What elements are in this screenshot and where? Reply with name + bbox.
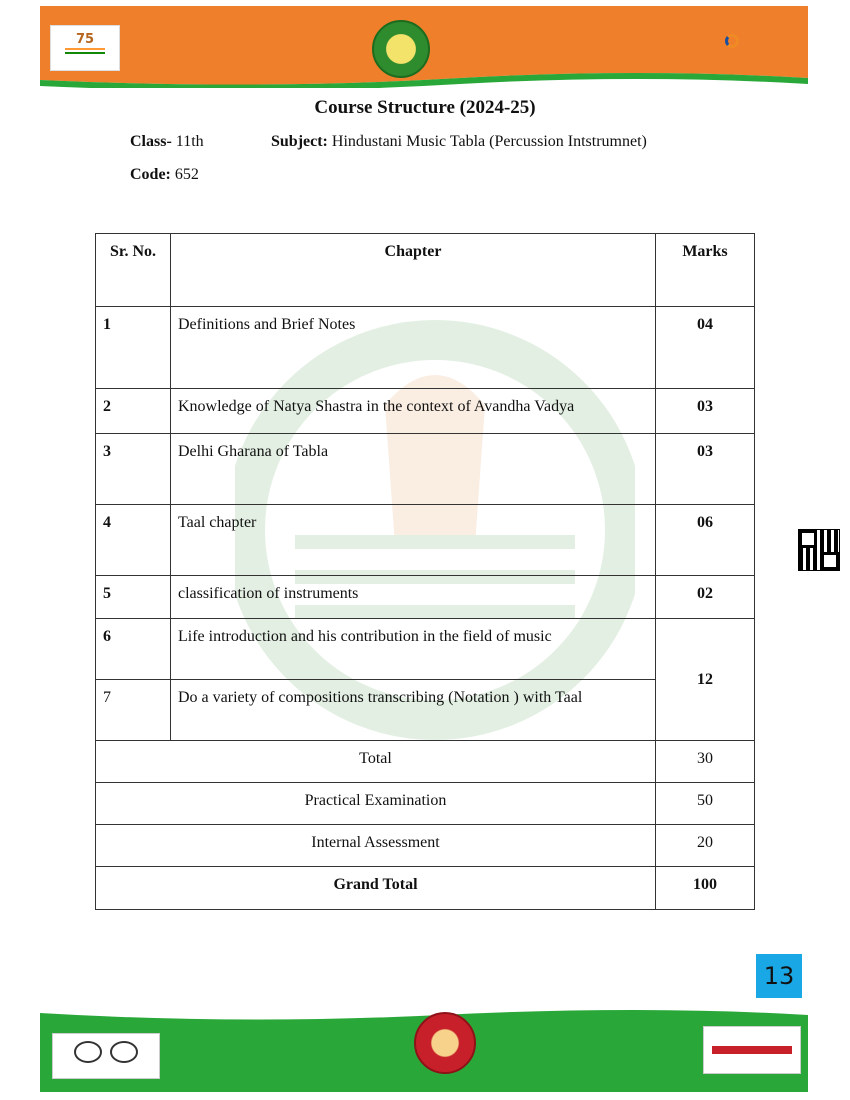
header-sr-no: Sr. No. — [96, 234, 171, 307]
row-chapter: classification of instruments — [171, 576, 656, 619]
row-sr: 3 — [96, 434, 171, 505]
row-sr: 7 — [96, 680, 171, 741]
row-chapter: Knowledge of Natya Shastra in the context of Avandha Vadya — [171, 389, 656, 434]
internal-value: 20 — [656, 825, 755, 867]
subject-line — [271, 133, 647, 151]
combined-marks-6-7: 12 — [656, 619, 755, 741]
total-label: Total — [96, 741, 656, 783]
row-chapter: Delhi Gharana of Tabla — [171, 434, 656, 505]
row-marks: 04 — [656, 307, 755, 389]
total-value: 30 — [656, 741, 755, 783]
row-chapter: Taal chapter — [171, 505, 656, 576]
code-label: Code: — [130, 166, 171, 183]
row-marks: 06 — [656, 505, 755, 576]
internal-label: Internal Assessment — [96, 825, 656, 867]
row-sr: 1 — [96, 307, 171, 389]
table-row — [96, 619, 755, 680]
shiksha-ka-adhikar-logo — [703, 1026, 801, 1074]
table-header-row — [96, 234, 755, 307]
grand-total-label: Grand Total — [96, 867, 656, 910]
row-chapter: Life introduction and his contribution in the field of music — [171, 619, 656, 680]
digital-india-logo — [725, 34, 739, 48]
course-structure-table — [95, 233, 755, 910]
table-row — [96, 505, 755, 576]
total-row — [96, 741, 755, 783]
header-chapter: Chapter — [171, 234, 656, 307]
board-seal-icon — [372, 20, 430, 78]
table-row — [96, 389, 755, 434]
class-line — [130, 133, 204, 151]
row-sr: 4 — [96, 505, 171, 576]
subject-label: Subject: — [271, 133, 328, 150]
row-sr: 5 — [96, 576, 171, 619]
class-value: 11th — [175, 133, 204, 150]
row-sr: 2 — [96, 389, 171, 434]
practical-row — [96, 783, 755, 825]
table-row — [96, 434, 755, 505]
row-marks: 03 — [656, 434, 755, 505]
practical-label: Practical Examination — [96, 783, 656, 825]
row-chapter: Do a variety of compositions transcribing (Notation ) with Taal — [171, 680, 656, 741]
class-label: Class- — [130, 133, 172, 150]
beti-padhao-icon — [414, 1012, 476, 1074]
internal-row — [96, 825, 755, 867]
row-sr: 6 — [96, 619, 171, 680]
azadi-ka-amrit-mahotsav-logo: 75 — [50, 25, 120, 71]
row-marks: 02 — [656, 576, 755, 619]
page-title: Course Structure (2024-25) — [314, 97, 536, 118]
subject-value: Hindustani Music Tabla (Percussion Intstrumnet) — [331, 133, 647, 150]
code-line — [130, 166, 199, 184]
practical-value: 50 — [656, 783, 755, 825]
table-row — [96, 307, 755, 389]
header-marks: Marks — [656, 234, 755, 307]
page-number: 13 — [756, 954, 802, 998]
grand-total-row — [96, 867, 755, 910]
qr-code-icon[interactable] — [799, 530, 839, 570]
grand-total-value: 100 — [656, 867, 755, 910]
row-chapter: Definitions and Brief Notes — [171, 307, 656, 389]
code-value: 652 — [174, 166, 199, 183]
swachh-bharat-logo — [52, 1033, 160, 1079]
row-marks: 03 — [656, 389, 755, 434]
table-row — [96, 576, 755, 619]
